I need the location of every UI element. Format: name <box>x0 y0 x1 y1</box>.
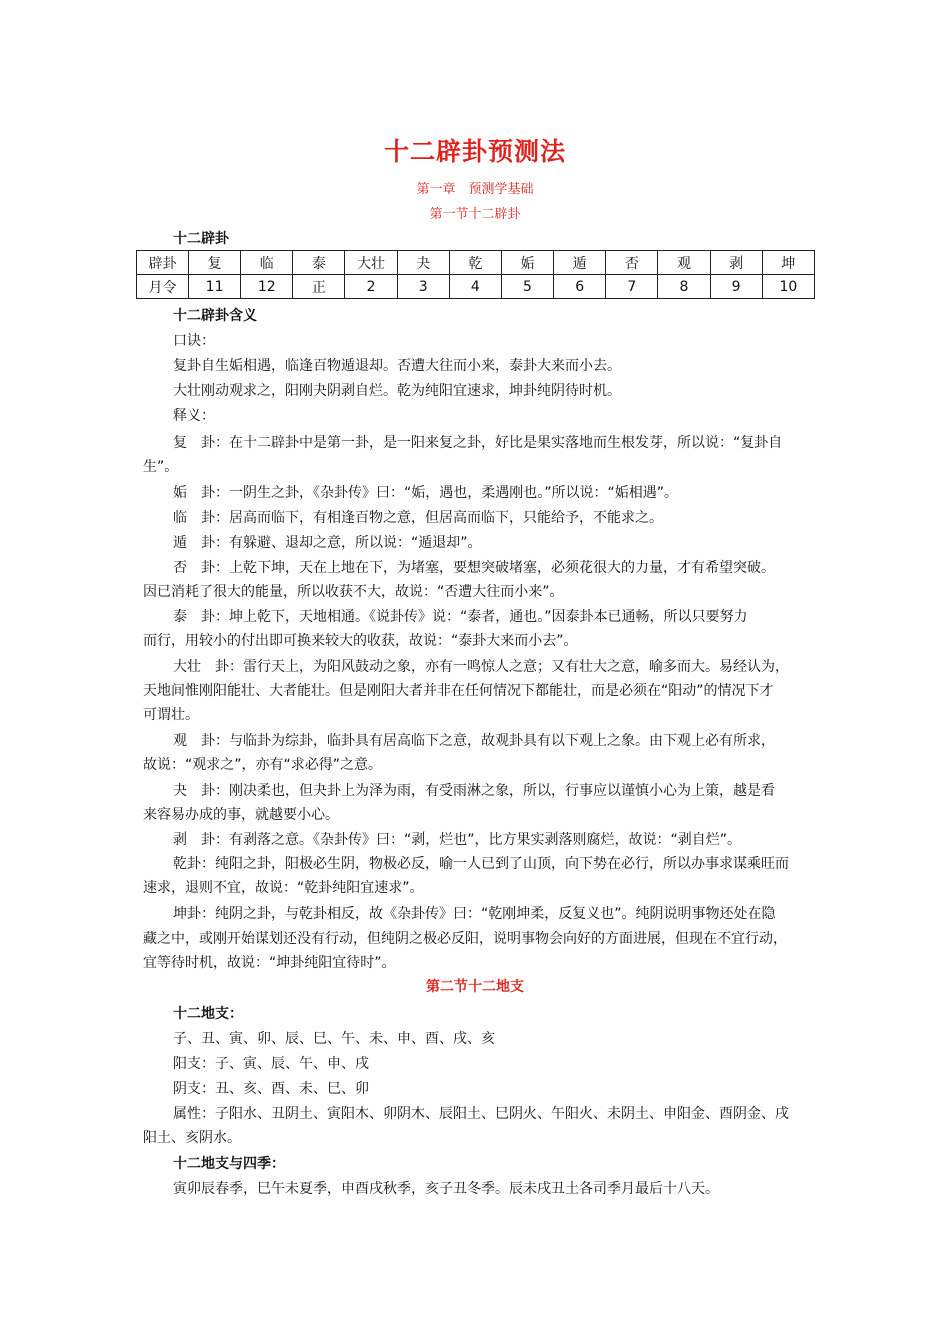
table-cell: 8 <box>658 275 710 299</box>
chapter-heading: 第一章 预测学基础 <box>416 182 534 197</box>
paragraph-line: 坤卦：纯阴之卦，与乾卦相反，故《杂卦传》曰：“乾刚坤柔，反复义也”。纯阴说明事物还处在隐 <box>173 906 776 922</box>
table-row-head: 辟卦 <box>137 251 189 275</box>
meaning-heading: 十二辟卦含义 <box>173 308 257 324</box>
koujue-label: 口诀： <box>173 333 215 349</box>
table-cell: 姤 <box>501 251 553 275</box>
table-cell: 12 <box>241 275 293 299</box>
paragraph-line: 因已消耗了很大的能量，所以收获不大，故说：“否遭大往而小来”。 <box>143 584 564 600</box>
paragraph-line: 剥 卦：有剥落之意。《杂卦传》曰：“剥，烂也”，比方果实剥落则腐烂，故说：“剥自烂”。 <box>173 832 742 848</box>
paragraph-line: 否 卦：上乾下坤，天在上地在下，为堵塞，要想突破堵塞，必须花很大的力量，才有希望突破。 <box>173 560 775 576</box>
paragraph-line: 属性：子阳水、丑阴土、寅阳木、卯阴木、辰阳土、巳阴火、午阳火、未阴土、申阳金、酉阴金、戌 <box>173 1106 789 1122</box>
paragraph-line: 阳支：子、寅、辰、午、申、戌 <box>173 1056 369 1072</box>
table-cell: 泰 <box>293 251 345 275</box>
paragraph-line: 子、丑、寅、卯、辰、巳、午、未、申、酉、戌、亥 <box>173 1031 495 1047</box>
paragraph-line: 宜等待时机，故说：“坤卦纯阳宜待时”。 <box>143 955 396 971</box>
paragraph-line: 临 卦：居高而临下，有相逢百物之意，但居高而临下，只能给予，不能求之。 <box>173 510 663 526</box>
paragraph-line: 故说：“观求之”，亦有“求必得”之意。 <box>143 757 383 773</box>
paragraph-line: 来容易办成的事，就越要小心。 <box>143 807 339 823</box>
paragraph-line: 藏之中，或刚开始谋划还没有行动，但纯阴之极必反阳，说明事物会向好的方面进展，但现在不宜行动， <box>143 931 787 947</box>
table-cell: 夬 <box>397 251 449 275</box>
paragraph-line: 观 卦：与临卦为综卦，临卦具有居高临下之意，故观卦具有以下观上之象。由下观上必有所求， <box>173 733 775 749</box>
table-cell: 4 <box>449 275 501 299</box>
table-row-head: 月令 <box>137 275 189 299</box>
paragraph-line: 天地间惟刚阳能壮、大者能壮。但是刚阳大者并非在任何情况下都能壮，而是必须在“阳动”的情况下才 <box>143 683 774 699</box>
table-cell: 3 <box>397 275 449 299</box>
paragraph-line: 复卦自生姤相遇，临逢百物遁退却。否遭大往而小来，泰卦大来而小去。 <box>173 358 621 374</box>
shiyi-label: 释义： <box>173 408 215 424</box>
table-cell: 6 <box>554 275 606 299</box>
table-cell: 2 <box>345 275 397 299</box>
table-cell: 坤 <box>762 251 814 275</box>
paragraph-line: 复 卦：在十二辟卦中是第一卦，是一阳来复之卦，好比是果实落地而生根发芽，所以说：“复卦自 <box>173 435 783 451</box>
paragraph-line: 速求，退则不宜，故说：“乾卦纯阳宜速求”。 <box>143 880 424 896</box>
table-cell: 大壮 <box>345 251 397 275</box>
paragraph-line: 泰 卦：坤上乾下，天地相通。《说卦传》说：“泰者，通也。”因泰卦本已通畅，所以只要努力 <box>173 609 748 625</box>
siji-heading: 十二地支与四季： <box>173 1156 285 1172</box>
paragraph-line: 遁 卦：有躲避、退却之意，所以说：“遁退却”。 <box>173 535 482 551</box>
section-heading-2: 第二节十二地支 <box>426 979 524 995</box>
paragraph-line: 大壮 卦：雷行天上，为阳风鼓动之象，亦有一鸣惊人之意；又有壮大之意，喻多而大。易经认为， <box>173 659 789 675</box>
dizhi-heading: 十二地支： <box>173 1006 243 1022</box>
paragraph-line: 寅卯辰春季，巳午未夏季，申酉戌秋季，亥子丑冬季。辰未戌丑土各司季月最后十八天。 <box>173 1181 719 1197</box>
table-cell: 否 <box>606 251 658 275</box>
table-cell: 复 <box>189 251 241 275</box>
table-cell: 剥 <box>710 251 762 275</box>
table-cell: 9 <box>710 275 762 299</box>
doc-title: 十二辟卦预测法 <box>383 137 566 166</box>
table-cell: 7 <box>606 275 658 299</box>
paragraph-line: 生”。 <box>143 459 179 475</box>
table-cell: 正 <box>293 275 345 299</box>
paragraph-line: 阳土、亥阴水。 <box>143 1130 241 1146</box>
paragraph-line: 可谓壮。 <box>143 707 199 723</box>
section-heading-1: 第一节十二辟卦 <box>429 207 521 222</box>
paragraph-line: 大壮刚动观求之，阳刚夬阴剥自烂。乾为纯阳宜速求，坤卦纯阴待时机。 <box>173 383 621 399</box>
table-cell: 5 <box>501 275 553 299</box>
table-row <box>137 251 815 275</box>
table-row <box>137 275 815 299</box>
table-cell: 11 <box>189 275 241 299</box>
paragraph-line: 夬 卦：刚决柔也，但夬卦上为泽为雨，有受雨淋之象，所以，行事应以谨慎小心为上策，越是看 <box>173 783 775 799</box>
paragraph-line: 姤 卦：一阴生之卦，《杂卦传》曰：“姤，遇也，柔遇刚也。”所以说：“姤相遇”。 <box>173 485 679 501</box>
table-cell: 10 <box>762 275 814 299</box>
table-cell: 临 <box>241 251 293 275</box>
paragraph-line: 而行，用较小的付出即可换来较大的收获，故说：“泰卦大来而小去”。 <box>143 633 578 649</box>
table-cell: 遁 <box>554 251 606 275</box>
table-cell: 乾 <box>449 251 501 275</box>
table-heading: 十二辟卦 <box>173 231 229 247</box>
table-cell: 观 <box>658 251 710 275</box>
paragraph-line: 乾卦：纯阳之卦，阳极必生阴，物极必反，喻一人已到了山顶，向下势在必行，所以办事求谋乘旺而 <box>173 856 789 872</box>
hexagram-table <box>136 250 815 299</box>
paragraph-line: 阴支：丑、亥、酉、未、巳、卯 <box>173 1081 369 1097</box>
